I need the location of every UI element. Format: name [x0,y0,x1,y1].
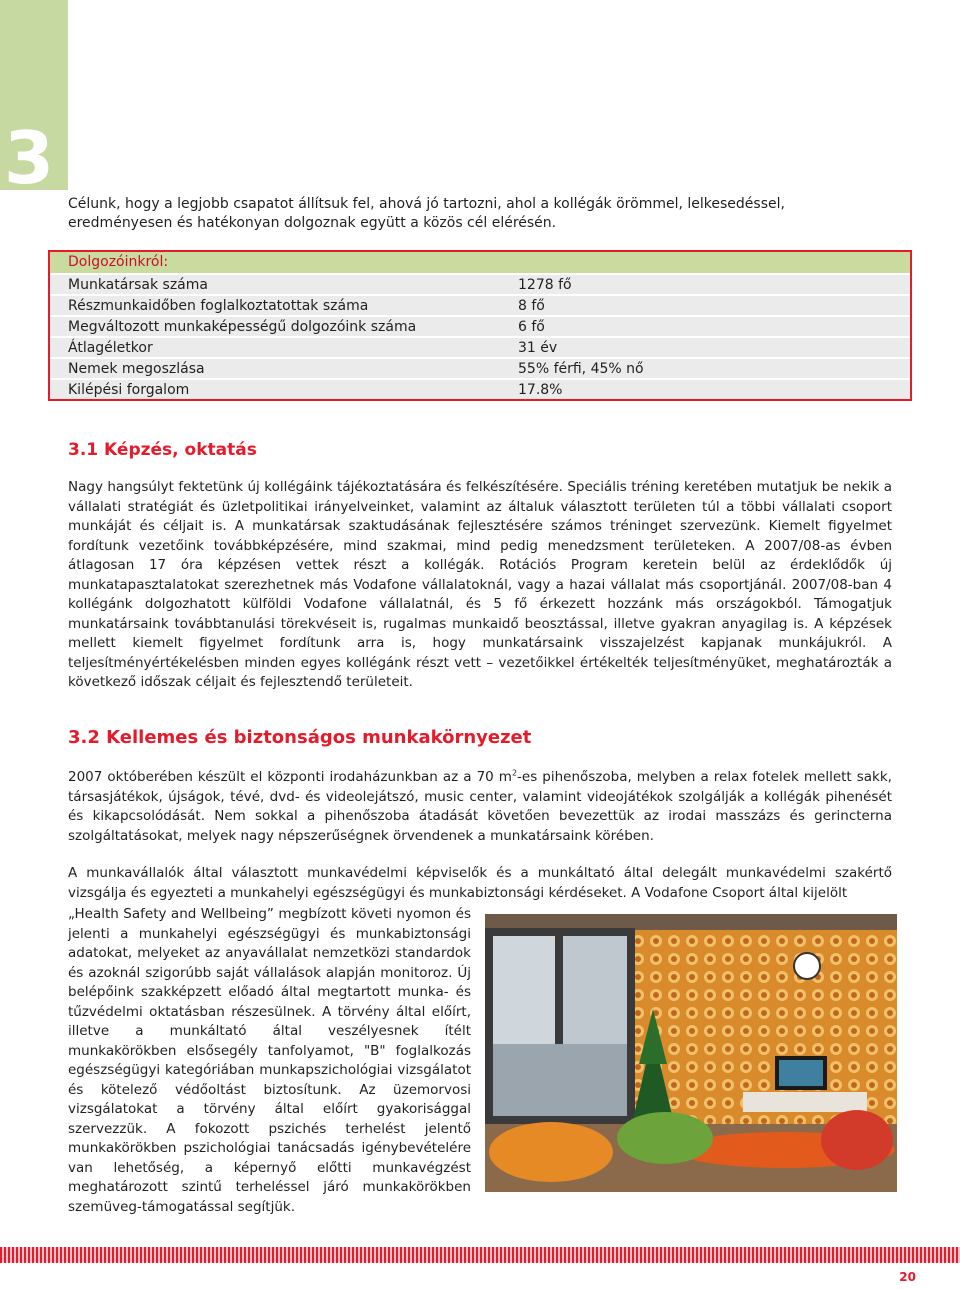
stats-value: 17.8% [518,382,563,398]
rest-room-paragraph [68,768,892,846]
stats-label: Kilépési forgalom [68,382,190,398]
rest-room-text-before: 2007 októberében készült el központi irodaházunkban az a 70 m [68,769,512,785]
chapter-number: 3 [4,116,51,200]
stats-label: Átlagéletkor [68,340,153,356]
stats-label: Nemek megoszlása [68,361,205,377]
stats-row [50,294,910,315]
stats-row [50,357,910,378]
intro-text: Célunk, hogy a legjobb csapatot állítsuk fel, ahová jó tartozni, ahol a kollégák örömmel, lelkesedéssel, eredményesen és hatékonyan dolgoznak együtt a közös cél elérésén. [68,196,785,231]
section-heading-work-environment: 3.2 Kellemes és biztonságos munkakörnyezet [68,727,532,748]
page-number: 20 [899,1270,916,1284]
stats-row [50,273,910,294]
rest-room-photo [485,914,897,1192]
stats-value: 8 fő [518,298,545,314]
stats-row [50,378,910,399]
stats-value: 1278 fő [518,277,572,293]
stats-label: Munkatársak száma [68,277,208,293]
stats-value: 31 év [518,340,558,356]
chapter-tab [0,0,68,200]
stats-label: Megváltozott munkaképességű dolgozóink száma [68,319,417,335]
footer-stripe [0,1247,960,1263]
safety-paragraph: A munkavállalók által választott munkavédelmi képviselők és a munkáltató által delegált munkavédelmi szakértő vizsgálja és egyezteti a munkahelyi egészségügyi és munkabiztonsági kérdéseket. A Vodafone Csoport által kijelölt [68,865,892,901]
stats-header [50,252,910,273]
employee-stats-table [48,250,912,401]
stats-header-label: Dolgozóinkról: [68,254,169,270]
rest-room-illustration [485,914,897,1192]
training-paragraph: Nagy hangsúlyt fektetünk új kollégáink tájékoztatására és felkészítésére. Speciális tréning keretében mutatjuk be nekik a vállalati stratégiát és üzletpolitikai irányelveinket, valamint az általuk választott területen túl a többi vállalati csoport munkáját és céljait is. A munkatársak szaktudásának fejlesztésére számos tréninget szervezünk. Kiemelt figyelmet fordítunk vezetőink továbbképzésére, mind szakmai, mind pedig menedzsment területeken. A 2007/08-as évben átlagosan 17 óra képzésen vettek részt a kollégák. Rotációs Program keretein belül az érdeklődők új munkatapasztalatokat szerezhetnek más Vodafone vállalatoknál, vagy a hazai vállalat más csoportjánál. 2007/08-ban 4 kollégánk dolgozhatott külföldi Vodafone vállalatnál, és 5 fő érkezett hozzánk más országokból. Támogatjuk munkatársaink továbbtanulási törekvéseit is, rugalmas munkaidő beosztással, illetve gyakran anyagilag is. A képzések mellett kiemelt figyelmet fordítunk arra is, hogy munkatársaink visszajelzést kapjanak munkájukról. A teljesítményértékelésben minden egyes kollégánk részt vett – vezetőikkel értékelték teljesítményüket, meghatározták a következő időszak céljait és fejlesztendő területeit. [68,479,892,690]
section-heading-training: 3.1 Képzés, oktatás [68,440,257,460]
stats-row [50,315,910,336]
stats-value: 55% férfi, 45% nő [518,361,644,377]
rest-room-text-after: -es pihenőszoba, melyben a relax fotelek mellett sakk, társasjátékok, újságok, tévé, dvd- és videolejátszó, music center, valamint videojátékok szolgálják a kollégák pihenését és kikapcsolódását. Nem sokkal a pihenőszoba átadását követően bevezettük az irodai masszázs és gerincterna szolgáltatásokat, melyek nagy népszerűségnek örvendenek a munkatársaink körében. [68,769,892,844]
health-safety-paragraph: „Health Safety and Wellbeing” megbízott követi nyomon és jelenti a munkahelyi egészségügyi és munkabiztonsági adatokat, melyeket az anyavállalat nemzetközi standardok és azoknál szigorúbb saját vállalások alapján monitoroz. Új belépőink szakképzett előadó által megtartott munka- és tűzvédelmi oktatásban részesülnek. A törvény által előírt, illetve a munkáltató által veszélyesnek ítélt munkakörökben elsősegély tanfolyamot, "B" foglalkozás egészségügyi kategóriában munkapszichológiai vizsgálatot és kötelező védőoltást biztosítunk. Az üzemorvosi vizsgálatokat a törvény által előírt gyakorisággal szervezzük. A fokozott pszichés terhelést jelentő munkakörökben pszichológiai tanácsadás igénybevételére van lehetőség, a képernyő előtti munkavégzést meghatározott szintű terheléssel járó munkakörökben szemüveg-támogatással segítjük. [68,906,471,1215]
stats-value: 6 fő [518,319,545,335]
stats-row [50,336,910,357]
superscript-2: 2 [511,768,518,778]
stats-label: Részmunkaidőben foglalkoztatottak száma [68,298,369,314]
